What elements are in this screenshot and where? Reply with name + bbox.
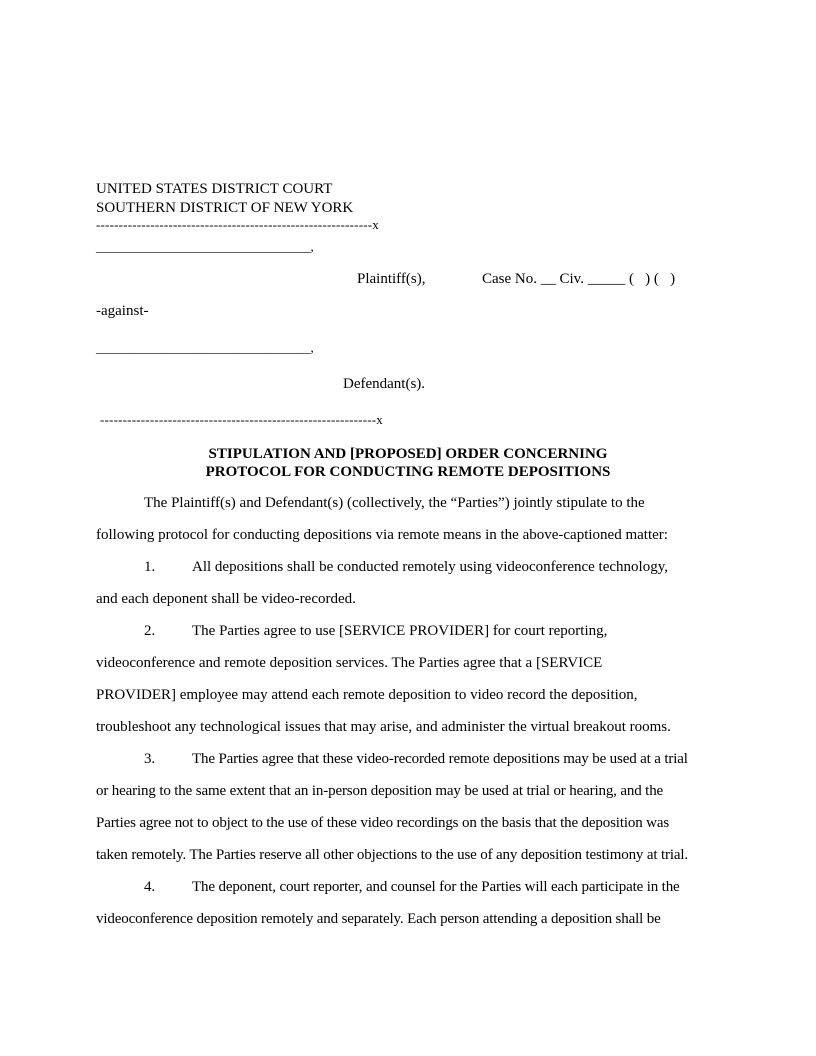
paragraph-4-number: 4. [144, 879, 155, 895]
paragraph-3-line3: Parties agree not to object to the use of these video recordings on the basis that the deposition was [96, 815, 670, 831]
paragraph-1-text-1: All depositions shall be conducted remotely using videoconference technology, [192, 559, 668, 575]
intro-text-1: The Plaintiff(s) and Defendant(s) (collectively, the “Parties”) jointly stipulate to the [144, 495, 645, 511]
paragraph-2-line1 [96, 622, 710, 640]
plaintiff-name-blank: _________________________________, [96, 239, 314, 254]
paragraph-3-line4: taken remotely. The Parties reserve all other objections to the use of any deposition testimony at trial. [96, 847, 688, 863]
paragraph-4-text-1: The deponent, court reporter, and counsel for the Parties will each participate in the [192, 879, 680, 895]
paragraph-1-line1 [96, 558, 710, 576]
paragraph-3-line2: or hearing to the same extent that an in-person deposition may be used at trial or hearing, and the [96, 783, 664, 799]
paragraph-2-line4: troubleshoot any technological issues that may arise, and administer the virtual breakout rooms. [96, 719, 671, 735]
paragraph-2-number: 2. [144, 623, 156, 639]
paragraph-4-line2: videoconference deposition remotely and separately. Each person attending a deposition shall be [96, 911, 661, 927]
document-title-line1: STIPULATION AND [PROPOSED] ORDER CONCERNING [208, 446, 608, 462]
intro-paragraph-line1 [96, 494, 710, 512]
court-name: UNITED STATES DISTRICT COURT [96, 181, 333, 197]
plaintiff-label: Plaintiff(s), [357, 271, 426, 287]
paragraph-2-line3: PROVIDER] employee may attend each remote deposition to video record the deposition, [96, 687, 638, 703]
defendant-name-blank: _________________________________, [96, 340, 314, 355]
paragraph-3-line1 [96, 750, 710, 768]
caption-rule-bottom: -------------------------------------------------------------x [100, 412, 383, 427]
paragraph-3-text-1: The Parties agree that these video-recorded remote depositions may be used at a trial [192, 751, 688, 767]
court-district: SOUTHERN DISTRICT OF NEW YORK [96, 200, 354, 216]
paragraph-2-line2: videoconference and remote deposition services. The Parties agree that a [SERVICE [96, 655, 603, 671]
paragraph-2-text-1: The Parties agree to use [SERVICE PROVIDER] for court reporting, [192, 623, 608, 639]
case-number: Case No. __ Civ. _____ ( ) ( ) [482, 271, 676, 287]
paragraph-1-line2: and each deponent shall be video-recorded. [96, 591, 356, 607]
paragraph-3-number: 3. [144, 751, 155, 767]
document-title-line2: PROTOCOL FOR CONDUCTING REMOTE DEPOSITIONS [205, 464, 611, 480]
intro-paragraph-line2: following protocol for conducting depositions via remote means in the above-captioned matter: [96, 527, 668, 543]
paragraph-1-number: 1. [144, 559, 156, 575]
paragraph-4-line1 [96, 878, 710, 896]
caption-rule-top: -------------------------------------------------------------x [96, 217, 379, 232]
defendant-label: Defendant(s). [343, 376, 426, 392]
against-label: -against- [96, 303, 149, 319]
